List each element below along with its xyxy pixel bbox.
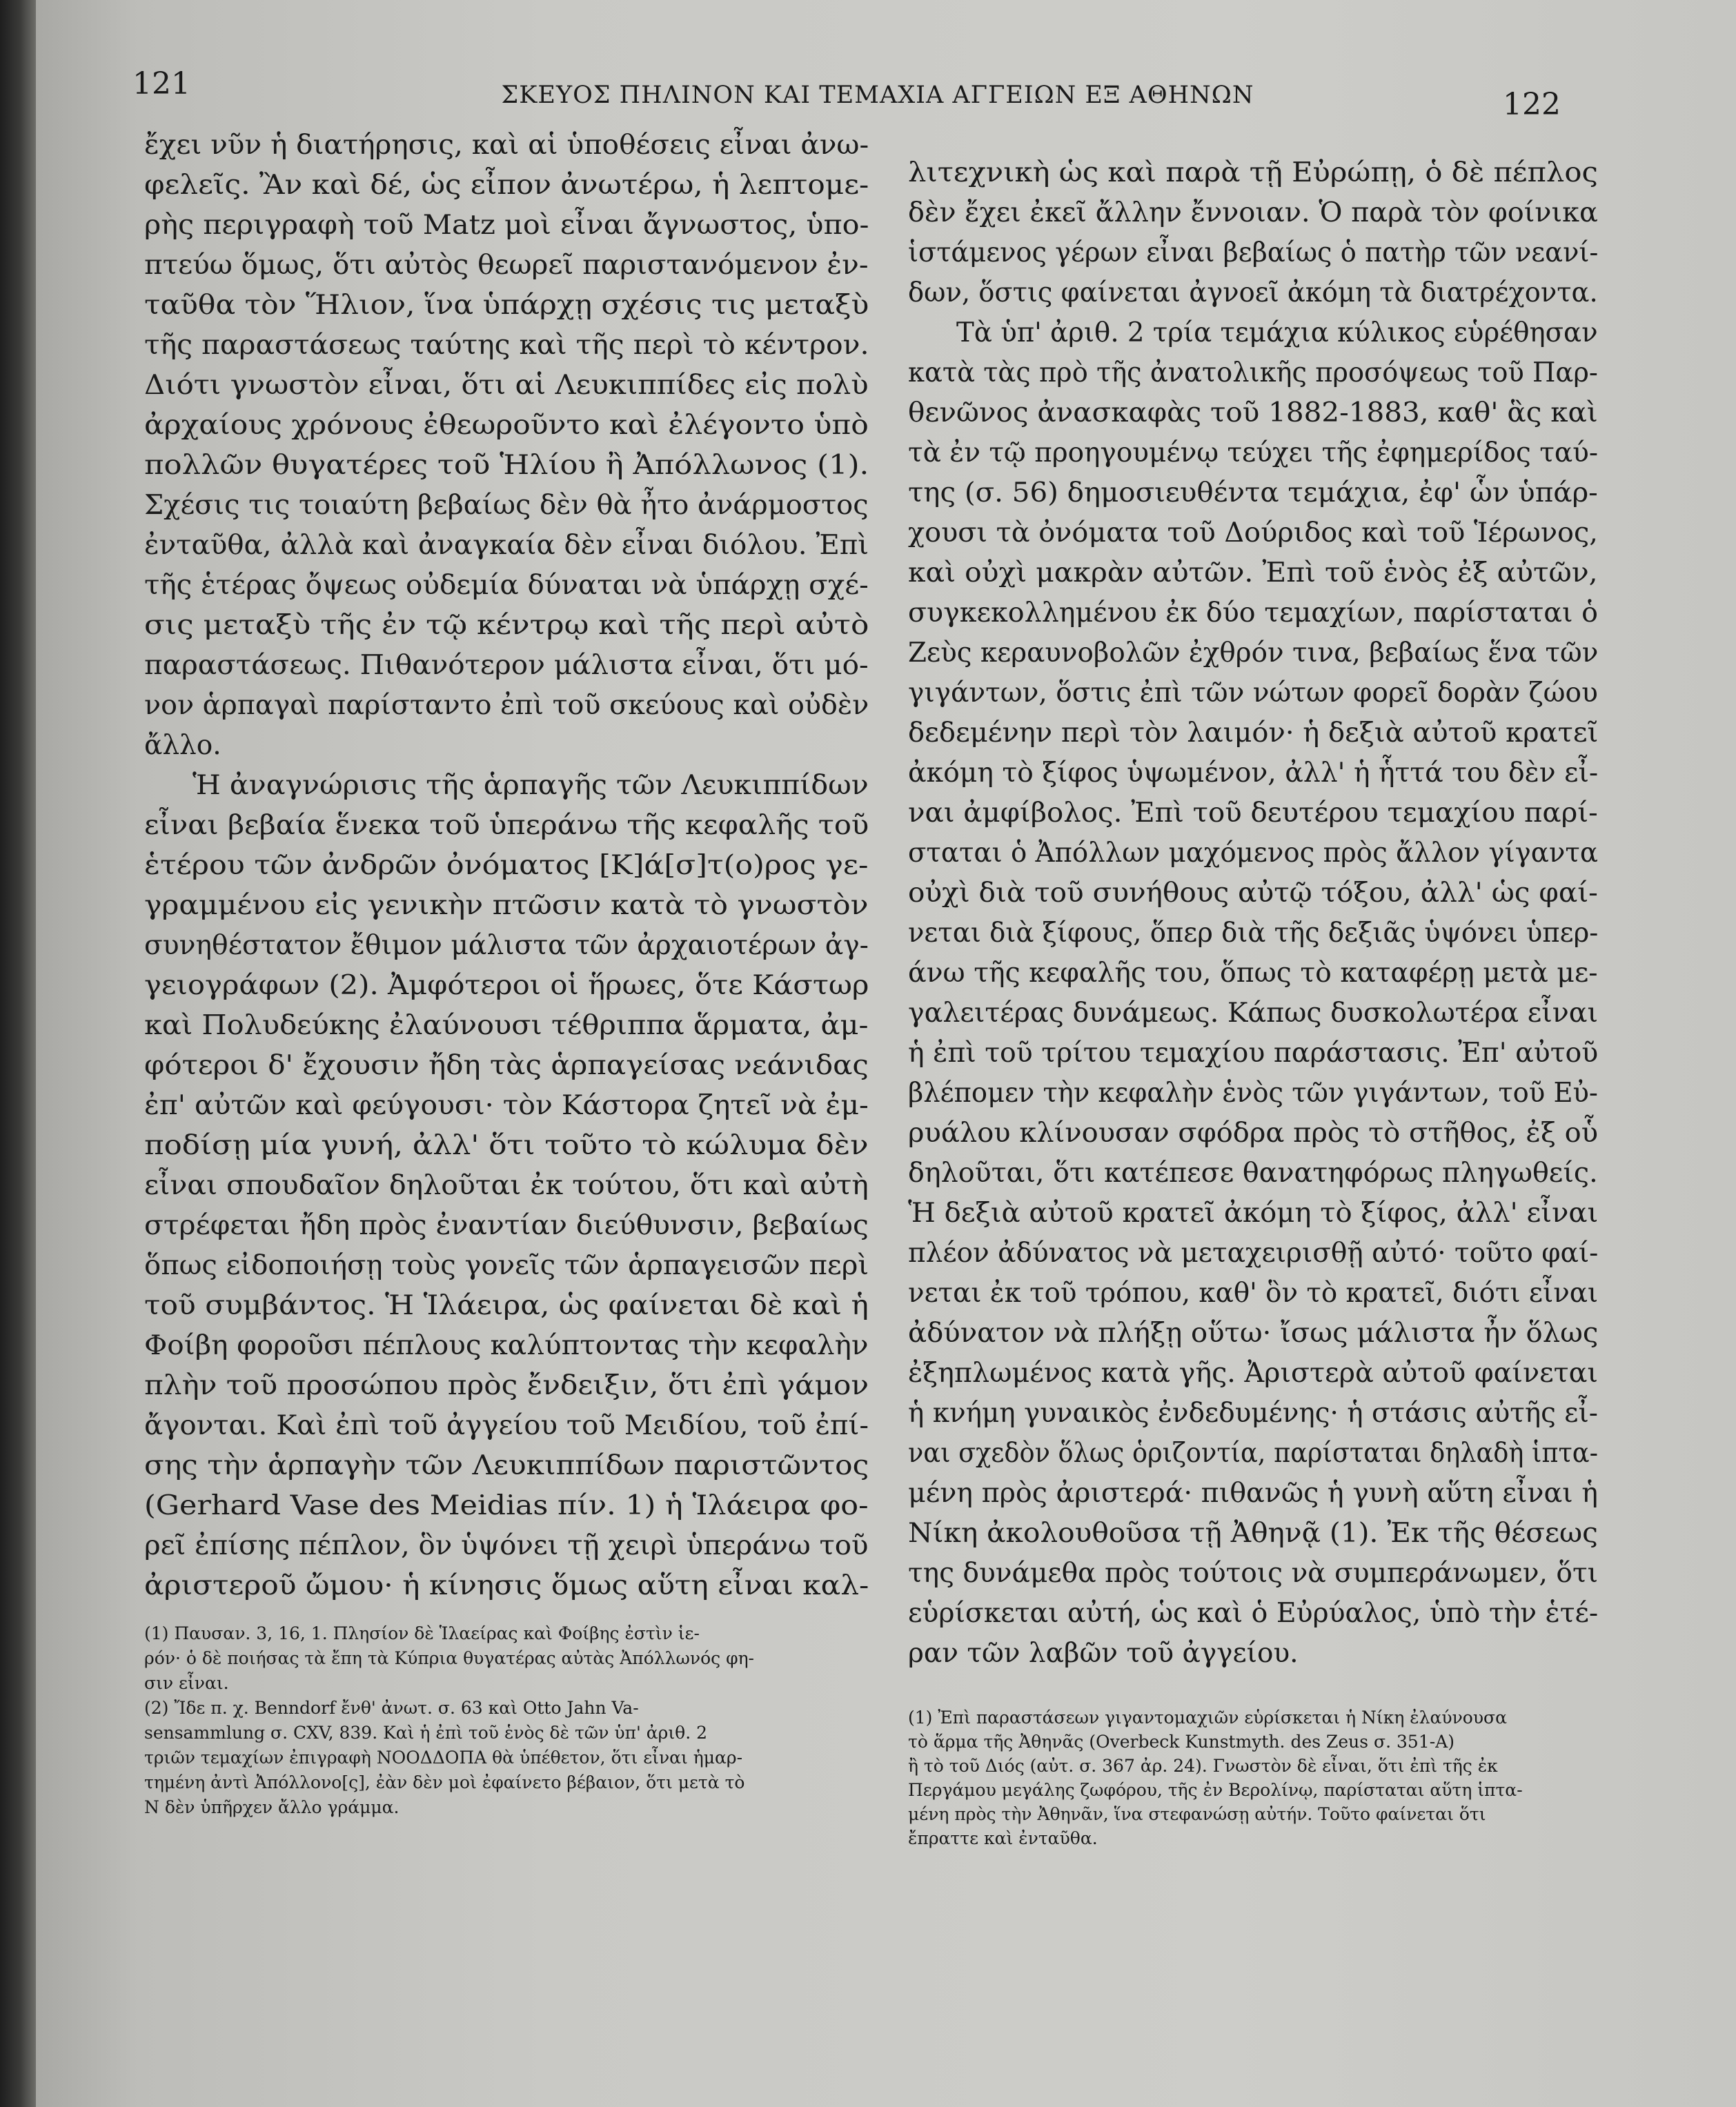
text-line: Διότι γνωστὸν εἶναι, ὅτι αἱ Λευκιππίδες εἰς πολὺ — [144, 370, 869, 401]
text-line: δεδεμένην περὶ τὸν λαιμόν· ἡ δεξιὰ αὐτοῦ κρατεῖ — [908, 718, 1599, 749]
footnote-line: (2) Ἴδε π. χ. Benndorf ἔνθ' ἀνωτ. σ. 63 καὶ Otto Jahn Va- — [144, 1698, 639, 1718]
footnote-line: τὸ ἅρμα τῆς Ἀθηνᾶς (Overbeck Kunstmyth. des Zeus σ. 351-A) — [908, 1732, 1454, 1752]
text-line: ταῦθα τὸν Ἥλιον, ἵνα ὑπάρχῃ σχέσις τις μεταξὺ — [144, 290, 869, 321]
text-line: πτεύω ὅμως, ὅτι αὐτὸς θεωρεῖ παριστανόμενον ἐν- — [144, 250, 869, 281]
right-column — [908, 153, 1598, 1850]
text-line: γειογράφων (2). Ἀμφότεροι οἱ ἥρωες, ὅτε Κάστωρ — [144, 970, 869, 1001]
text-line: καὶ Πολυδεύκης ἐλαύνουσι τέθριππα ἅρματα, ἀμ- — [144, 1010, 869, 1041]
text-line: ὅπως εἰδοποιήσῃ τοὺς γονεῖς τῶν ἁρπαγεισῶν περὶ — [144, 1250, 869, 1281]
text-line: Ἡ ἀναγνώρισις τῆς ἁρπαγῆς τῶν Λευκιππίδων — [193, 770, 869, 801]
text-line: ἀκόμη τὸ ξίφος ὑψωμένον, ἀλλ' ἡ ἧττά του δὲν εἶ- — [908, 758, 1599, 789]
text-line: Ἡ δεξιὰ αὐτοῦ κρατεῖ ἀκόμη τὸ ξίφος, ἀλλ' εἶναι — [908, 1198, 1599, 1229]
text-line: εἶναι σπουδαῖον δηλοῦται ἐκ τούτου, ὅτι καὶ αὐτὴ — [144, 1170, 869, 1201]
text-line: εἶναι βεβαία ἕνεκα τοῦ ὑπεράνω τῆς κεφαλῆς τοῦ — [144, 810, 869, 841]
text-line: της (σ. 56) δημοσιευθέντα τεμάχια, ἐφ' ὧν ὑπάρ- — [908, 477, 1598, 508]
text-line: ἱστάμενος γέρων εἶναι βεβαίως ὁ πατὴρ τῶν νεανί- — [908, 237, 1599, 268]
footnote-line: μένη πρὸς τὴν Ἀθηνᾶν, ἵνα στεφανώσῃ αὐτήν. Τοῦτο φαίνεται ὅτι — [908, 1804, 1486, 1824]
text-line: θενῶνος ἀνασκαφὰς τοῦ 1882-1883, καθ' ἃς καὶ — [908, 397, 1598, 428]
text-line: φότεροι δ' ἔχουσιν ἤδη τὰς ἁρπαγείσας νεάνιδας — [144, 1050, 869, 1081]
text-line: ἀριστεροῦ ὤμου· ἡ κίνησις ὅμως αὕτη εἶναι καλ- — [144, 1570, 869, 1601]
text-line: Σχέσις τις τοιαύτη βεβαίως δὲν θὰ ἦτο ἀνάρμοστος — [144, 490, 869, 521]
right-body-text — [908, 153, 1598, 1674]
running-head-title: ΣΚΕΥΟΣ ΠΗΛΙΝΟΝ ΚΑΙ ΤΕΜΑΧΙΑ ΑΓΓΕΙΩΝ ΕΞ ΑΘΗΝΩΝ — [501, 81, 1254, 109]
footnote-line: (1) Παυσαν. 3, 16, 1. Πλησίον δὲ Ἱλαείρας καὶ Φοίβης ἐστὶν ἱε- — [144, 1623, 700, 1643]
text-line: ἐνταῦθα, ἀλλὰ καὶ ἀναγκαία δὲν εἶναι διόλου. Ἐπὶ — [144, 530, 869, 561]
page-number-right: 122 — [1503, 87, 1561, 122]
text-line: γαλειτέρας δυνάμεως. Κάπως δυσκολωτέρα εἶναι — [908, 998, 1598, 1029]
footnote-line: σιν εἶναι. — [144, 1673, 229, 1693]
text-line: οὐχὶ διὰ τοῦ συνήθους αὐτῷ τόξου, ἀλλ' ὡς φαί- — [908, 878, 1598, 909]
text-line: νεται διὰ ξίφους, ὅπερ διὰ τῆς δεξιᾶς ὑψόνει ὑπερ- — [908, 918, 1599, 949]
text-line: καὶ οὐχὶ μακρὰν αὐτῶν. Ἐπὶ τοῦ ἑνὸς ἐξ αὐτῶν, — [908, 557, 1598, 588]
text-line: τοῦ συμβάντος. Ἡ Ἱλάειρα, ὡς φαίνεται δὲ καὶ ἡ — [144, 1290, 869, 1321]
text-line: (Gerhard Vase des Meidias πίν. 1) ἡ Ἱλάειρα φο- — [144, 1490, 869, 1521]
text-line: τῆς παραστάσεως ταύτης καὶ τῆς περὶ τὸ κέντρον. — [144, 330, 869, 361]
text-line: συγκεκολλημένου ἐκ δύο τεμαχίων, παρίσταται ὁ — [908, 597, 1598, 629]
text-line: εὑρίσκεται αὐτή, ὡς καὶ ὁ Εὐρύαλος, ὑπὸ τὴν ἑτέ- — [908, 1598, 1599, 1629]
text-line: ρὴς περιγραφὴ τοῦ Matz μοὶ εἶναι ἄγνωστος, ὑπο- — [144, 210, 869, 241]
text-line: άνω τῆς κεφαλῆς του, ὅπως τὸ καταφέρῃ μετὰ με- — [908, 958, 1598, 989]
text-line: ἐξηπλωμένος κατὰ γῆς. Ἀριστερὰ αὐτοῦ φαίνεται — [908, 1358, 1598, 1389]
footnote-line: ρόν· ὁ δὲ ποιήσας τὰ ἔπη τὰ Κύπρια θυγατέρας αὐτὰς Ἀπόλλωνός φη- — [144, 1648, 754, 1668]
footnote-line: Ν δὲν ὑπῆρχεν ἄλλο γράμμα. — [144, 1797, 400, 1817]
text-line: κατὰ τὰς πρὸ τῆς ἀνατολικῆς προσόψεως τοῦ Παρ- — [908, 357, 1598, 388]
text-line: ἄγονται. Καὶ ἐπὶ τοῦ ἀγγείου τοῦ Μειδίου, τοῦ ἐπί- — [144, 1410, 869, 1441]
text-line: ἐπ' αὐτῶν καὶ φεύγουσι· τὸν Κάστορα ζητεῖ νὰ ἐμ- — [144, 1090, 869, 1121]
book-gutter-shadow — [0, 0, 36, 2107]
text-line: δὲν ἔχει ἐκεῖ ἄλλην ἔννοιαν. Ὁ παρὰ τὸν φοίνικα — [908, 197, 1598, 228]
text-line: γραμμένου εἰς γενικὴν πτῶσιν κατὰ τὸ γνωστὸν — [144, 890, 869, 921]
footnote-line: τριῶν τεμαχίων ἐπιγραφὴ ΝΟΟΔΔΟΠΑ θὰ ὑπέθετον, ὅτι εἶναι ἡμαρ- — [144, 1748, 743, 1768]
text-line: πολλῶν θυγατέρες τοῦ Ἡλίου ἢ Ἀπόλλωνος (1). — [144, 450, 869, 481]
text-line: ἑτέρου τῶν ἀνδρῶν ὀνόματος [Κ]ά[σ]τ(ο)ρος γε- — [144, 850, 869, 881]
footnote-line: (1) Ἐπὶ παραστάσεων γιγαντομαχιῶν εὑρίσκεται ἡ Νίκη ἐλαύνουσα — [908, 1708, 1507, 1728]
text-line: νον ἁρπαγαὶ παρίσταντο ἐπὶ τοῦ σκεύους καὶ οὐδὲν — [144, 690, 869, 721]
text-line: ναι ἀμφίβολος. Ἐπὶ τοῦ δευτέρου τεμαχίου παρί- — [908, 798, 1598, 829]
left-column — [144, 126, 869, 1820]
text-line: σις μεταξὺ τῆς ἐν τῷ κέντρῳ καὶ τῆς περὶ αὐτὸ — [144, 610, 869, 641]
text-line: τῆς ἑτέρας ὄψεως οὐδεμία δύναται νὰ ὑπάρχῃ σχέ- — [144, 570, 869, 601]
text-line: παραστάσεως. Πιθανότερον μάλιστα εἶναι, ὅτι μό- — [144, 650, 869, 681]
book-page-spread — [36, 0, 1736, 2107]
text-line: δων, ὅστις φαίνεται ἀγνοεῖ ἀκόμη τὰ διατρέχοντα. — [908, 277, 1598, 308]
text-line: τὰ ἐν τῷ προηγουμένῳ τεύχει τῆς ἐφημερίδος ταύ- — [908, 437, 1599, 468]
text-line: Ζεὺς κεραυνοβολῶν ἐχθρόν τινα, βεβαίως ἕνα τῶν — [908, 637, 1599, 669]
footnote-line: ἢ τὸ τοῦ Διός (αὐτ. σ. 367 ἀρ. 24). Γνωστὸν δὲ εἶναι, ὅτι ἐπὶ τῆς ἐκ — [908, 1756, 1498, 1776]
text-line: Τὰ ὑπ' ἀριθ. 2 τρία τεμάχια κύλικος εὑρέθησαν — [956, 317, 1598, 348]
text-line: ραν τῶν λαβῶν τοῦ ἀγγείου. — [908, 1638, 1299, 1669]
page-number-left: 121 — [132, 66, 190, 101]
text-line: ἄλλο. — [144, 730, 221, 761]
left-body-text — [144, 126, 869, 1606]
text-line: γιγάντων, ὅστις ἐπὶ τῶν νώτων φορεῖ δορὰν ζώου — [908, 677, 1598, 709]
text-line: ἡ ἐπὶ τοῦ τρίτου τεμαχίου παράστασις. Ἐπ' αὐτοῦ — [908, 1038, 1599, 1069]
text-line: ἔχει νῦν ἡ διατήρησις, καὶ αἱ ὑποθέσεις εἶναι ἀνω- — [144, 130, 869, 161]
text-line: Νίκη ἀκολουθοῦσα τῇ Ἀθηνᾷ (1). Ἐκ τῆς θέσεως — [908, 1518, 1598, 1549]
text-line: ποδίσῃ μία γυνή, ἀλλ' ὅτι τοῦτο τὸ κώλυμα δὲν — [144, 1130, 869, 1161]
text-line: ρυάλου κλίνουσαν σφόδρα πρὸς τὸ στῆθος, ἐξ οὗ — [908, 1118, 1599, 1149]
text-line: πλὴν τοῦ προσώπου πρὸς ἔνδειξιν, ὅτι ἐπὶ γάμον — [144, 1370, 869, 1401]
text-line: ναι σχεδὸν ὅλως ὁριζοντία, παρίσταται δηλαδὴ ἱπτα- — [908, 1438, 1598, 1469]
left-footnotes — [144, 1621, 869, 1820]
text-line: Φοίβη φοροῦσι πέπλους καλύπτοντας τὴν κεφαλὴν — [144, 1330, 869, 1361]
text-line: βλέπομεν τὴν κεφαλὴν ἑνὸς τῶν γιγάντων, τοῦ Εὐ- — [908, 1078, 1598, 1109]
footnote-line: Περγάμου μεγάλης ζωφόρου, τῆς ἐν Βερολίνῳ, παρίσταται αὕτη ἱπτα- — [908, 1780, 1523, 1800]
text-line: ρεῖ ἐπίσης πέπλον, ὃν ὑψόνει τῇ χειρὶ ὑπεράνω τοῦ — [144, 1530, 869, 1561]
text-line: ἀδύνατον νὰ πλήξῃ οὕτω· ἴσως μάλιστα ἦν ὅλως — [908, 1318, 1599, 1349]
text-line: ἡ κνήμη γυναικὸς ἐνδεδυμένης· ἡ στάσις αὐτῆς εἶ- — [908, 1398, 1598, 1429]
text-line: στρέφεται ἤδη πρὸς ἐναντίαν διεύθυνσιν, βεβαίως — [144, 1210, 869, 1241]
text-line: της δυνάμεθα πρὸς τούτοις νὰ συμπεράνωμεν, ὅτι — [908, 1558, 1598, 1589]
footnote-line: sensammlung σ. CXV, 839. Καὶ ἡ ἐπὶ τοῦ ἑνὸς δὲ τῶν ὑπ' ἀριθ. 2 — [144, 1723, 708, 1743]
text-line: συνηθέστατον ἔθιμον μάλιστα τῶν ἀρχαιοτέρων ἀγ- — [144, 930, 869, 961]
text-line: δηλοῦται, ὅτι κατέπεσε θανατηφόρως πληγωθείς. — [908, 1158, 1598, 1189]
text-line: σης τὴν ἁρπαγὴν τῶν Λευκιππίδων παριστῶντος — [144, 1450, 869, 1481]
text-line: ἀρχαίους χρόνους ἐθεωροῦντο καὶ ἐλέγοντο ὑπὸ — [144, 410, 869, 441]
right-footnotes — [908, 1705, 1598, 1850]
text-line: νεται ἐκ τοῦ τρόπου, καθ' ὃν τὸ κρατεῖ, διότι εἶναι — [908, 1278, 1599, 1309]
text-line: πλέον ἀδύνατος νὰ μεταχειρισθῇ αὐτό· τοῦτο φαί- — [908, 1238, 1599, 1269]
text-line: φελεῖς. Ἂν καὶ δέ, ὡς εἶπον ἀνωτέρω, ἡ λεπτομε- — [144, 170, 869, 201]
footnote-line: ἔπραττε καὶ ἐνταῦθα. — [908, 1828, 1098, 1848]
text-line: σταται ὁ Ἀπόλλων μαχόμενος πρὸς ἄλλον γίγαντα — [908, 838, 1598, 869]
text-line: μένη πρὸς ἀριστερά· πιθανῶς ἡ γυνὴ αὕτη εἶναι ἡ — [908, 1478, 1599, 1509]
text-line: λιτεχνικὴ ὡς καὶ παρὰ τῇ Εὐρώπῃ, ὁ δὲ πέπλος — [908, 157, 1598, 188]
text-line: χουσι τὰ ὀνόματα τοῦ Δούριδος καὶ τοῦ Ἱέρωνος, — [908, 517, 1598, 548]
footnote-line: τημένη ἀντὶ Ἀπόλλονο[ς], ἐὰν δὲν μοὶ ἐφαίνετο βέβαιον, ὅτι μετὰ τὸ — [144, 1772, 745, 1792]
